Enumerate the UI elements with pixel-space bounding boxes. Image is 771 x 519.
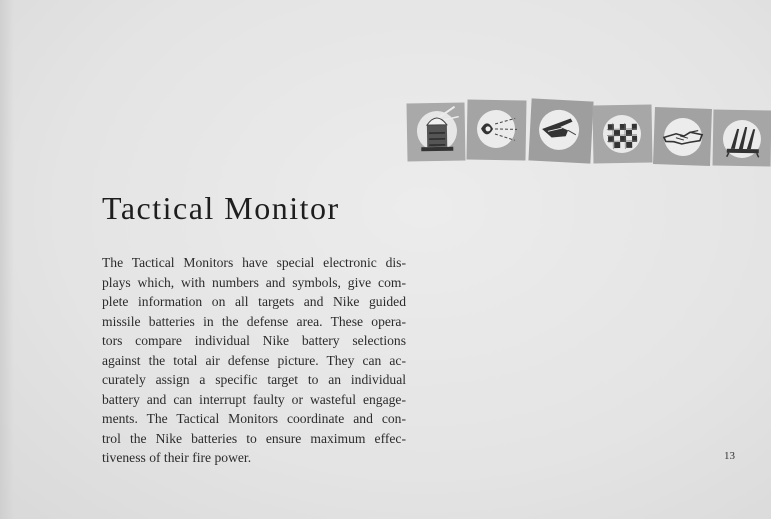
body-paragraph — [102, 253, 406, 468]
body-line: ments. The Tactical Monitors coordinate and con- — [102, 411, 406, 426]
eye-scope-icon — [466, 99, 526, 160]
body-line: missile batteries in the defense area. These opera- — [102, 313, 406, 329]
body-line: plete information on all targets and Nike guided — [102, 294, 406, 309]
hand-pointing-icon — [528, 98, 593, 163]
icon-strip — [0, 0, 771, 180]
body-line: curately assign a specific target to an individual — [102, 372, 406, 387]
handshake-icon — [653, 107, 712, 166]
radar-tower-icon — [406, 102, 465, 161]
body-line: The Tactical Monitors have special electronic dis- — [102, 255, 406, 270]
body-line: against the total air defense picture. They can ac- — [102, 352, 406, 368]
map-grid-icon — [592, 104, 652, 163]
body-line: trol the Nike batteries to ensure maximum effec- — [102, 430, 406, 446]
page-number: 13 — [724, 450, 735, 462]
body-line: tiveness of their fire power. — [102, 450, 252, 465]
body-line: tors compare individual Nike battery selections — [102, 333, 406, 348]
body-line: plays which, with numbers and symbols, give com- — [102, 274, 406, 290]
body-line: battery and can interrupt faulty or wasteful engage- — [102, 391, 406, 407]
missile-battery-icon — [713, 109, 771, 166]
page-title: Tactical Monitor — [102, 190, 340, 226]
